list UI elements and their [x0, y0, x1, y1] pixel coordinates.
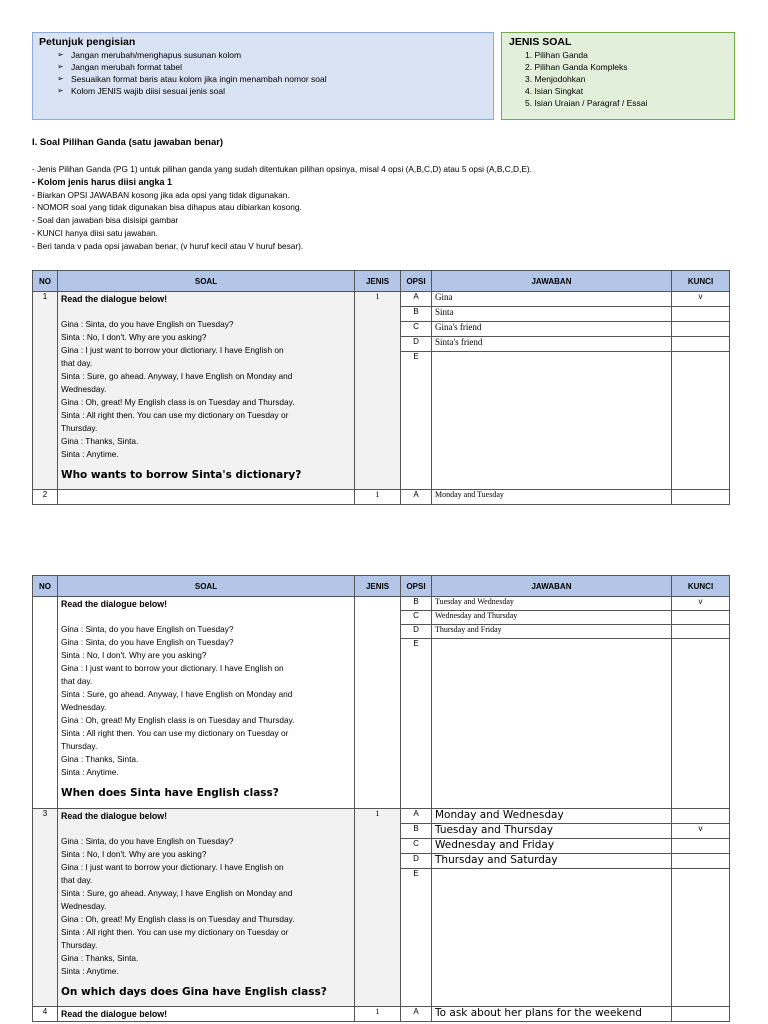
instruction-item: ➢ Sesuaikan format baris atau kolom jika ingin menambah nomor soal: [57, 74, 327, 84]
question-types-title: JENIS SOAL: [509, 36, 572, 48]
question-cell[interactable]: [58, 292, 355, 490]
question-cell[interactable]: [58, 1007, 355, 1022]
option-letter: C: [401, 322, 432, 337]
arrow-bullet-icon: ➢: [57, 50, 64, 59]
header-jenis: JENIS: [355, 271, 401, 292]
note-line: - Soal dan jawaban bisa disisipi gambar: [32, 215, 179, 226]
question-type-item: 1. Pilihan Ganda: [525, 50, 588, 60]
question-number: 4: [33, 1007, 58, 1022]
section-title: I. Soal Pilihan Ganda (satu jawaban benar): [32, 137, 224, 148]
key-cell[interactable]: [672, 869, 730, 1007]
table-header-row: [33, 576, 730, 597]
questions-table: [32, 270, 730, 505]
header-jawaban: JAWABAN: [432, 271, 672, 292]
option-letter: B: [401, 824, 432, 839]
key-cell[interactable]: [672, 490, 730, 505]
key-cell[interactable]: v: [672, 824, 730, 839]
table-row: [33, 1007, 730, 1022]
option-letter: A: [401, 292, 432, 307]
answer-cell[interactable]: [432, 869, 672, 1007]
arrow-bullet-icon: ➢: [57, 86, 64, 95]
option-letter: D: [401, 625, 432, 639]
header-no: NO: [33, 271, 58, 292]
notes-list: [32, 163, 752, 253]
key-cell[interactable]: [672, 625, 730, 639]
answer-cell[interactable]: Monday and Wednesday: [432, 809, 672, 824]
instructions-title: Petunjuk pengisian: [39, 36, 136, 48]
instruction-item: ➢ Kolom JENIS wajib diisi sesuai jenis soal: [57, 86, 226, 96]
header-kunci: KUNCI: [672, 271, 730, 292]
question-type-item: 5. Isian Uraian / Paragraf / Essai: [525, 98, 648, 108]
header-soal: SOAL: [58, 271, 355, 292]
key-cell[interactable]: [672, 322, 730, 337]
instruction-item: ➢ Jangan merubah/menghapus susunan kolom: [57, 50, 242, 60]
answer-cell[interactable]: Wednesday and Friday: [432, 839, 672, 854]
dialog-text: Gina : Sinta, do you have English on Tuesday? Sinta : No, I don't. Why are you asking? Gina : I just want to borrow your dictionary. I have English on that day. Sinta : Sure, go ahead. Anyway, I have English on Monday and Wednesday. Gina : Oh, great! My English class is on Tuesday and Thursday. Sinta : All right then. You can use my dictionary on Tuesday or Thursday. Gina : Thanks, Sinta. Sinta : Anytime.: [61, 319, 295, 459]
option-letter: D: [401, 854, 432, 869]
question-number: [33, 597, 58, 809]
questions-table-continued: [32, 575, 730, 1022]
header-jawaban: JAWABAN: [432, 576, 672, 597]
key-cell[interactable]: [672, 854, 730, 869]
note-line: - KUNCI hanya diisi satu jawaban.: [32, 227, 158, 238]
question-type-item: 3. Menjodohkan: [525, 74, 586, 84]
answer-cell[interactable]: To ask about her plans for the weekend: [432, 1007, 672, 1022]
note-line: - NOMOR soal yang tidak digunakan bisa dihapus atau dibiarkan kosong.: [32, 202, 302, 213]
answer-cell[interactable]: Monday and Tuesday: [432, 490, 672, 505]
key-cell[interactable]: [672, 639, 730, 809]
key-cell[interactable]: [672, 1007, 730, 1022]
key-cell[interactable]: [672, 337, 730, 352]
key-cell[interactable]: [672, 839, 730, 854]
question-type[interactable]: 1: [355, 490, 401, 505]
dialog-heading: Read the dialogue below!: [61, 811, 168, 821]
question-type-item: 4. Isian Singkat: [525, 86, 584, 96]
question-text: Who wants to borrow Sinta's dictionary?: [61, 469, 302, 481]
option-letter: A: [401, 809, 432, 824]
dialog-heading: Read the dialogue below!: [61, 294, 168, 304]
option-letter: D: [401, 337, 432, 352]
header-soal: SOAL: [58, 576, 355, 597]
answer-cell[interactable]: Thursday and Saturday: [432, 854, 672, 869]
dialog-heading: Read the dialogue below!: [61, 599, 168, 609]
option-letter: B: [401, 307, 432, 322]
table-row: [33, 809, 730, 824]
header-kunci: KUNCI: [672, 576, 730, 597]
note-line: - Jenis Pilihan Ganda (PG 1) untuk pilihan ganda yang sudah ditentukan pilihan opsinya, misal 4 opsi (A,B,C,D) atau 5 opsi (A,B,C,D,E).: [32, 164, 532, 174]
option-letter: C: [401, 611, 432, 625]
instructions-box: [32, 32, 494, 120]
answer-cell[interactable]: Tuesday and Thursday: [432, 824, 672, 839]
option-letter: E: [401, 869, 432, 1007]
answer-cell[interactable]: Tuesday and Wednesday: [432, 597, 672, 611]
question-type[interactable]: [355, 597, 401, 809]
dialog-heading: Read the dialogue below!: [61, 1009, 168, 1019]
arrow-bullet-icon: ➢: [57, 62, 64, 71]
instructions-list: [39, 49, 487, 97]
question-number: 1: [33, 292, 58, 490]
header-no: NO: [33, 576, 58, 597]
question-number: 3: [33, 809, 58, 1007]
header-jenis: JENIS: [355, 576, 401, 597]
option-letter: A: [401, 490, 432, 505]
answer-cell[interactable]: [432, 352, 672, 490]
question-cell[interactable]: [58, 490, 355, 505]
note-line: - Biarkan OPSI JAWABAN kosong jika ada opsi yang tidak digunakan.: [32, 189, 290, 200]
question-cell[interactable]: [58, 809, 355, 1007]
arrow-bullet-icon: ➢: [57, 74, 64, 83]
key-cell[interactable]: [672, 307, 730, 322]
table-row: [33, 490, 730, 505]
option-letter: E: [401, 639, 432, 809]
option-letter: B: [401, 597, 432, 611]
option-letter: A: [401, 1007, 432, 1022]
question-type[interactable]: 1: [355, 1007, 401, 1022]
dialog-text: Gina : Sinta, do you have English on Tuesday? Sinta : No, I don't. Why are you asking? Gina : I just want to borrow your dictionary. I have English on that day. Sinta : Sure, go ahead. Anyway, I have English on Monday and Wednesday. Gina : Oh, great! My English class is on Tuesday and Thursday. Sinta : All right then. You can use my dictionary on Tuesday or Thursday. Gina : Thanks, Sinta. Sinta : Anytime.: [61, 836, 295, 976]
answer-cell[interactable]: [432, 639, 672, 809]
header-opsi: OPSI: [401, 271, 432, 292]
table-row: [33, 292, 730, 307]
question-number: 2: [33, 490, 58, 505]
note-line: - Beri tanda v pada opsi jawaban benar, (v huruf kecil atau V huruf besar).: [32, 240, 304, 251]
table-row: [33, 597, 730, 611]
question-type-item: 2. Pilihan Ganda Kompleks: [525, 62, 628, 72]
question-text: When does Sinta have English class?: [61, 787, 279, 799]
key-cell[interactable]: [672, 611, 730, 625]
question-type[interactable]: 1: [355, 809, 401, 1007]
answer-cell[interactable]: Sinta: [432, 307, 672, 322]
key-cell[interactable]: [672, 352, 730, 490]
question-type[interactable]: 1: [355, 292, 401, 490]
dialog-text: Gina : Sinta, do you have English on Tuesday? Gina : Sinta, do you have English on Tuesday? Sinta : No, I don't. Why are you asking? Gina : I just want to borrow your dictionary. I have English on that day. Sinta : Sure, go ahead. Anyway, I have English on Monday and Wednesday. Gina : Oh, great! My English class is on Tuesday and Thursday. Sinta : All right then. You can use my dictionary on Tuesday or Thursday. Gina : Thanks, Sinta. Sinta : Anytime.: [61, 624, 295, 777]
answer-cell[interactable]: Sinta's friend: [432, 337, 672, 352]
option-letter: C: [401, 839, 432, 854]
key-cell[interactable]: v: [672, 597, 730, 611]
answer-cell[interactable]: Thursday and Friday: [432, 625, 672, 639]
option-letter: E: [401, 352, 432, 490]
note-line: - Kolom jenis harus diisi angka 1: [32, 176, 173, 187]
key-cell[interactable]: [672, 809, 730, 824]
answer-cell[interactable]: Gina's friend: [432, 322, 672, 337]
header-opsi: OPSI: [401, 576, 432, 597]
answer-cell[interactable]: Gina: [432, 292, 672, 307]
instruction-item: ➢ Jangan merubah format tabel: [57, 62, 183, 72]
key-cell[interactable]: v: [672, 292, 730, 307]
question-cell[interactable]: [58, 597, 355, 809]
question-types-list: [509, 49, 727, 109]
question-text: On which days does Gina have English class?: [61, 986, 327, 998]
table-header-row: [33, 271, 730, 292]
answer-cell[interactable]: Wednesday and Thursday: [432, 611, 672, 625]
question-types-box: [501, 32, 735, 120]
